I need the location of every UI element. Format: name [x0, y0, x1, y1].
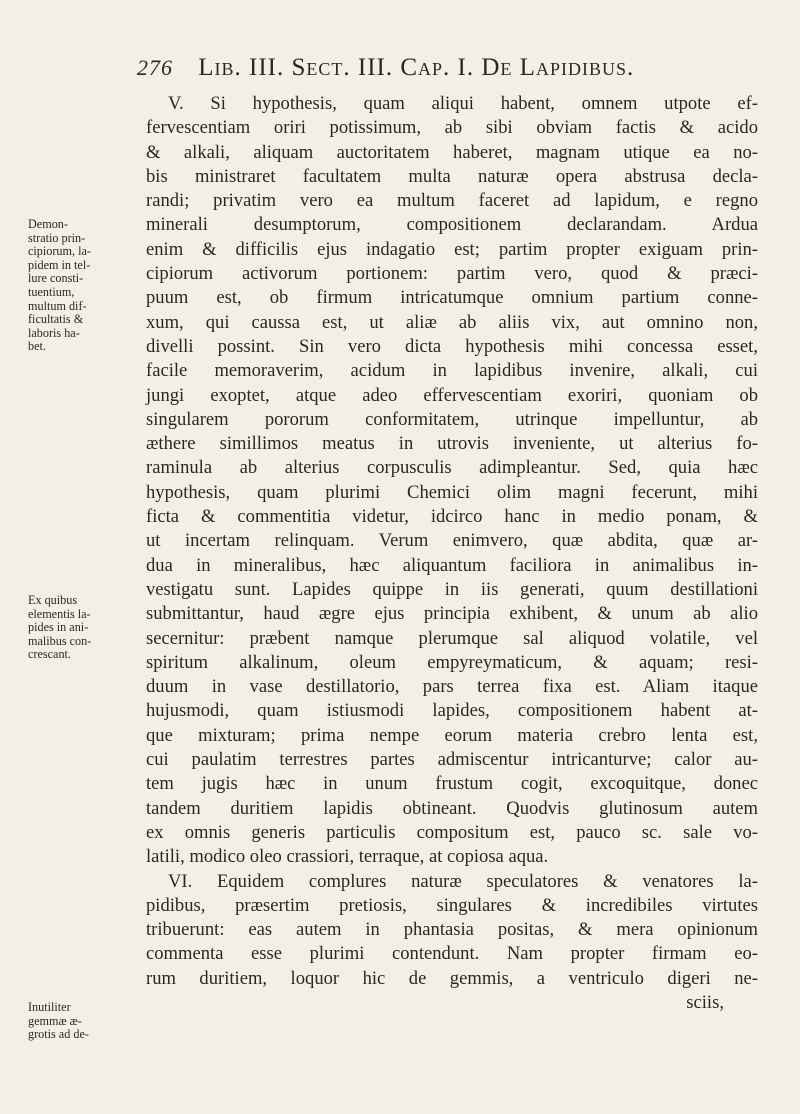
margin-note-line: gemmæ æ-	[28, 1013, 82, 1028]
margin-note	[28, 1001, 132, 1042]
text-line: pidibus, præsertim pretiosis, singulares & incredibiles virtutes	[146, 894, 758, 916]
text-line: ut incertam relinquam. Verum enimvero, quæ abdita, quæ ar-	[146, 530, 758, 552]
margin-note-line: elementis la-	[28, 606, 91, 621]
catchword: sciis,	[686, 991, 724, 1013]
text-line: commenta esse plurimi contendunt. Nam propter firmam eo-	[146, 943, 758, 965]
margin-note-line: Inutiliter	[28, 1000, 71, 1014]
margin-note-line: Ex quibus	[28, 593, 78, 607]
running-title: Lib. III. Sect. III. Cap. I. De Lapidibus.	[198, 54, 635, 81]
text-line: tribuerunt: eas autem in phantasia positas, & mera opinionum	[146, 919, 758, 941]
margin-note-line: stratio prin-	[28, 230, 86, 245]
text-line: latili, modico oleo crassiori, terraque, at copiosa aqua.	[146, 846, 549, 868]
margin-note-line: lure consti-	[28, 271, 84, 286]
margin-note	[28, 218, 132, 354]
margin-note-line: multum dif-	[28, 298, 87, 313]
margin-note-line: pides in ani-	[28, 620, 89, 635]
text-line: dua in mineralibus, hæc aliquantum faciliora in animalibus in-	[146, 554, 758, 576]
main-text	[146, 92, 758, 1015]
text-line: VI. Equidem complures naturæ speculatores & venatores la-	[168, 870, 758, 892]
text-line: ficta & commentitia videtur, idcirco hanc in medio ponam, &	[146, 506, 758, 528]
margin-note-line: Demon-	[28, 217, 68, 231]
margin-note-line: ficultatis &	[28, 312, 84, 327]
margin-note-line: cipiorum, la-	[28, 244, 91, 259]
margin-note-line: grotis ad de-	[28, 1027, 89, 1042]
text-line: minerali desumptorum, compositionem declarandam. Ardua	[146, 214, 758, 236]
text-line: tem jugis hæc in unum frustum cogit, excoquitque, donec	[146, 773, 758, 795]
text-line: cui paulatim terrestres partes admiscentur intricanturve; calor au-	[146, 749, 758, 771]
margin-note-line: pidem in tel-	[28, 257, 91, 272]
text-line: hujusmodi, quam istiusmodi lapides, compositionem habent at-	[146, 700, 758, 722]
text-line: æthere simillimos meatus in utrovis inveniente, ut alterius fo-	[146, 433, 758, 455]
text-line: divelli possint. Sin vero dicta hypothesis mihi concessa esset,	[146, 335, 758, 357]
text-line: & alkali, aliquam auctoritatem haberet, magnam utique ea no-	[146, 141, 758, 163]
text-line: facile memoraverim, acidum in lapidibus invenire, alkali, cui	[146, 360, 758, 382]
text-line: hypothesis, quam plurimi Chemici olim magni fecerunt, mihi	[146, 481, 758, 503]
margin-note-line: bet.	[28, 339, 46, 354]
page-number: 276	[137, 55, 173, 80]
text-line: xum, qui caussa est, ut aliæ ab aliis vix, aut omnino non,	[146, 311, 758, 333]
text-line: jungi exoptet, atque adeo effervescentiam exoriri, quoniam ob	[146, 384, 758, 406]
margin-note	[28, 594, 132, 662]
text-line: secernitur: præbent namque plerumque sal aliquod volatile, vel	[146, 627, 758, 649]
text-line: cipiorum activorum portionem: partim vero, quod & præci-	[146, 263, 758, 285]
text-line: que mixturam; prima nempe eorum materia crebro lenta est,	[146, 724, 758, 746]
text-line: fervescentiam oriri potissimum, ab sibi obviam factis & acido	[146, 117, 758, 139]
text-line: vestigatu sunt. Lapides quippe in iis generati, quum destillationi	[146, 578, 758, 600]
margin-note-line: crescant.	[28, 647, 71, 662]
text-line: enim & difficilis ejus indagatio est; partim propter exiguam prin-	[146, 238, 758, 260]
text-line: duum in vase destillatorio, pars terrea fixa est. Aliam itaque	[146, 676, 758, 698]
margin-note-line: laboris ha-	[28, 325, 80, 340]
text-line: singularem pororum conformitatem, utrinque impelluntur, ab	[146, 408, 758, 430]
text-line: randi; privatim vero ea multum faceret ad lapidum, e regno	[146, 190, 758, 212]
running-header	[137, 54, 757, 82]
margin-note-line: malibus con-	[28, 633, 92, 648]
text-line: puum est, ob firmum intricatumque omnium partium conne-	[146, 287, 758, 309]
text-line: submittantur, haud ægre ejus principia exhibent, & unum ab alio	[146, 603, 758, 625]
text-line: tandem duritiem lapidis obtineant. Quodvis glutinosum autem	[146, 797, 758, 819]
margin-note-line: tuentium,	[28, 284, 75, 299]
text-line: bis ministraret facultatem multa naturæ opera abstrusa decla-	[146, 165, 758, 187]
text-line: ex omnis generis particulis compositum est, pauco sc. sale vo-	[146, 821, 758, 843]
text-line: spiritum alkalinum, oleum empyreymaticum, & aquam; resi-	[146, 651, 758, 673]
text-line: V. Si hypothesis, quam aliqui habent, omnem utpote ef-	[168, 93, 758, 114]
text-line: raminula ab alterius corpusculis adimpleantur. Sed, quia hæc	[146, 457, 758, 479]
text-line: rum duritiem, loquor hic de gemmis, a ventriculo digeri ne-	[146, 967, 758, 989]
